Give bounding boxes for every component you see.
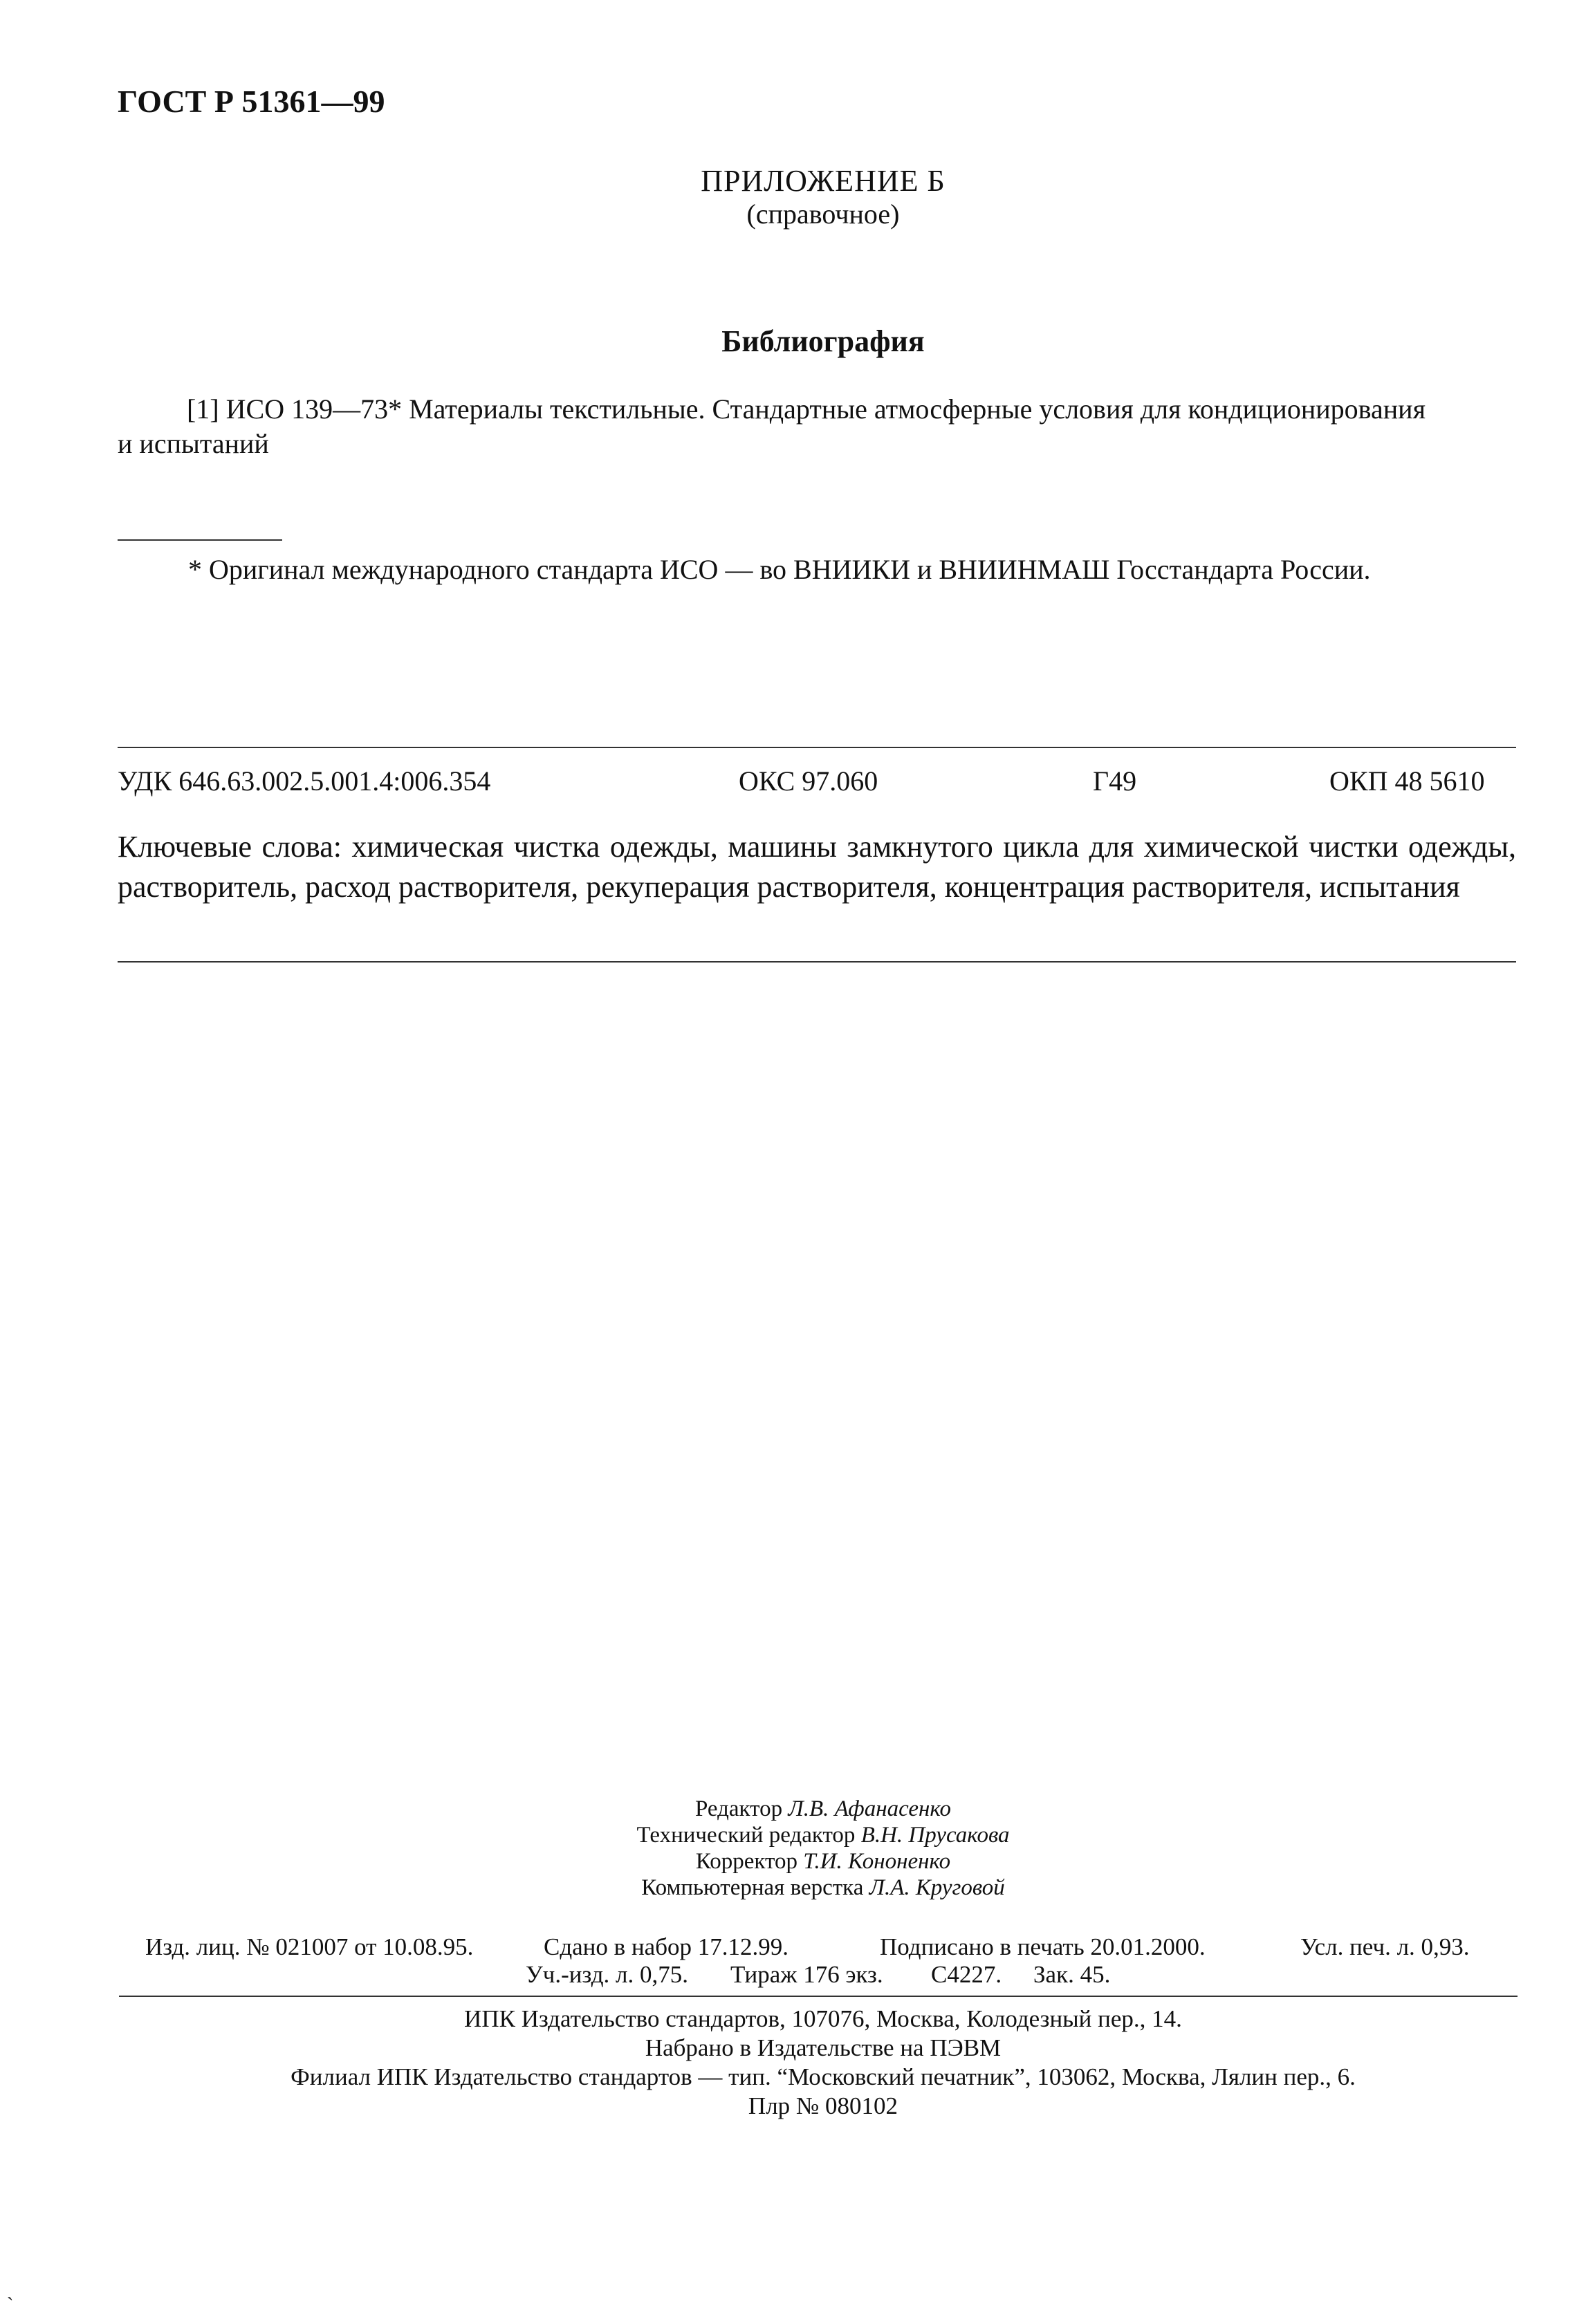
imprint-rule <box>119 1996 1518 1997</box>
imprint-code: С4227. <box>931 1961 1002 1988</box>
classification-rule-top <box>118 747 1516 748</box>
publisher-line-3: Филиал ИПК Издательство стандартов — тип. “Московский печатник”, 103062, Москва, Лялин пер., 6. <box>290 2063 1356 2090</box>
bibliography-entry-line-1: [1] ИСО 139—73* Материалы текстильные. Стандартные атмосферные условия для кондиционирования <box>187 393 1426 425</box>
annex-subtitle: (справочное) <box>746 198 900 230</box>
keywords: Ключевые слова: химическая чистка одежды, машины замкнутого цикла для химической чистки одежды, растворитель, расход растворителя, рекуперация растворителя, концентрация растворителя, испытания <box>118 830 1516 904</box>
imprint-run: Тираж 176 экз. <box>730 1961 883 1988</box>
imprint-signed-date: Подписано в печать 20.01.2000. <box>880 1933 1206 1960</box>
imprint-print-sheets: Усл. печ. л. 0,93. <box>1300 1933 1470 1960</box>
udk-code: УДК 646.63.002.5.001.4:006.354 <box>118 765 491 797</box>
footnote: * Оригинал международного стандарта ИСО — во ВНИИКИ и ВНИИНМАШ Госстандарта России. <box>188 554 1371 585</box>
bibliography-title: Библиография <box>721 324 925 358</box>
oks-code: ОКС 97.060 <box>739 765 878 797</box>
group-code: Г49 <box>1093 765 1137 797</box>
stray-mark: ` <box>7 2294 14 2316</box>
editor-line: Редактор Л.В. Афанасенко <box>694 1796 952 1821</box>
footnote-separator <box>118 539 282 541</box>
document-code: ГОСТ Р 51361—99 <box>118 84 385 119</box>
publisher-line-1: ИПК Издательство стандартов, 107076, Москва, Колодезный пер., 14. <box>464 2005 1182 2032</box>
layout-line: Компьютерная верстка Л.А. Круговой <box>641 1875 1005 1900</box>
okp-code: ОКП 48 5610 <box>1329 765 1485 797</box>
publisher-line-4: Плр № 080102 <box>748 2092 898 2119</box>
annex-title: ПРИЛОЖЕНИЕ Б <box>701 164 946 198</box>
imprint-order: Зак. 45. <box>1033 1961 1111 1988</box>
bibliography-entry-line-2: и испытаний <box>118 428 269 459</box>
imprint-set-date: Сдано в набор 17.12.99. <box>544 1933 789 1960</box>
keywords-rule-bottom <box>118 961 1516 963</box>
imprint-pub-sheets: Уч.-изд. л. 0,75. <box>526 1961 688 1988</box>
publisher-line-2: Набрано в Издательстве на ПЭВМ <box>645 2034 1002 2061</box>
imprint-license: Изд. лиц. № 021007 от 10.08.95. <box>145 1933 474 1960</box>
corrector-line: Корректор Т.И. Кононенко <box>695 1849 951 1874</box>
technical-editor-line: Технический редактор В.Н. Прусакова <box>636 1823 1010 1848</box>
